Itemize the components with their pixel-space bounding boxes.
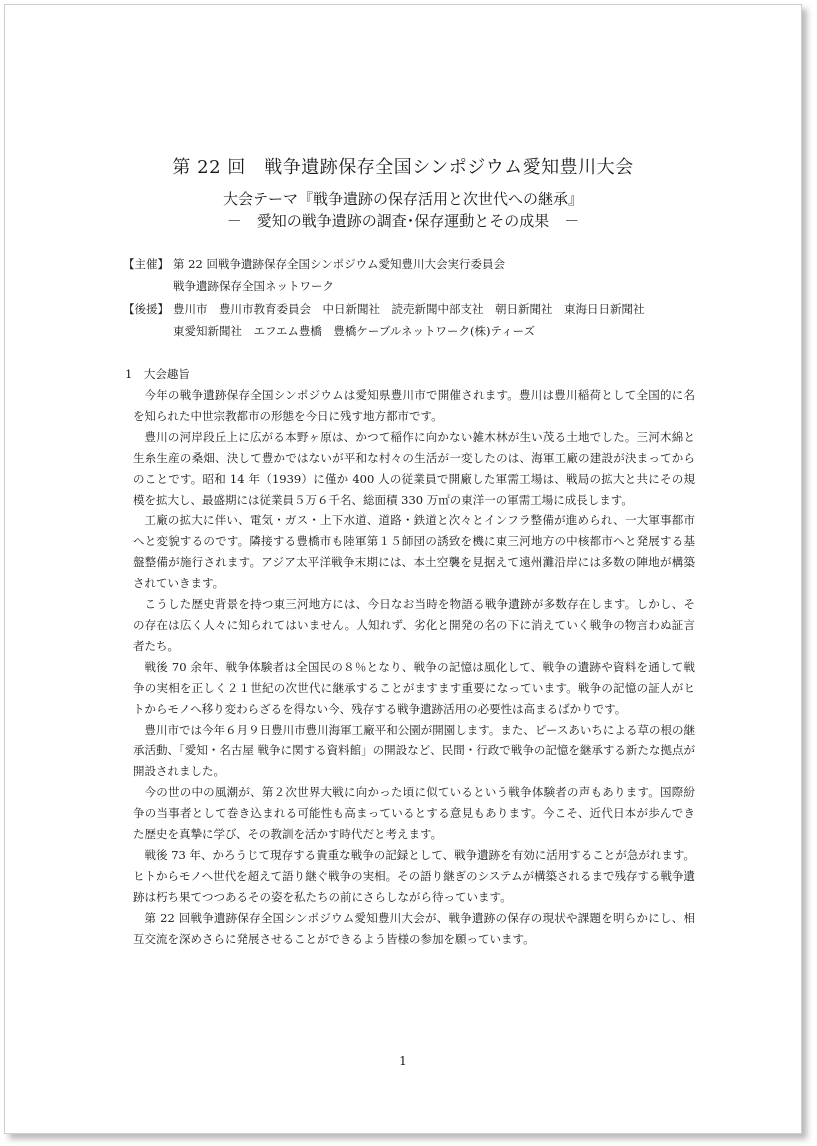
supporter-names-2: 東愛知新聞社 エフエム豊橋 豊橋ケーブルネットワーク(株)ティーズ bbox=[173, 324, 536, 338]
page-number: 1 bbox=[399, 1054, 407, 1068]
paragraph: 豊川市では今年６月９日豊川市豊川海軍工廠平和公園が開園します。また、ピースあいちによる草の根の継承活動、「愛知・名古屋 戦争に関する資料館」の開設など、民間・行政で戦争の記憶を継承する新たな拠点が開設されました。 bbox=[133, 722, 695, 779]
supporter-names-1: 豊川市 豊川市教育委員会 中日新聞社 読売新聞中部支社 朝日新聞社 東海日日新聞社 bbox=[173, 302, 645, 316]
paragraph: 工廠の拡大に伴い、電気・ガス・上下水道、道路・鉄道と次々とインフラ整備が進められ、一大軍事都市へと変貌するのです。隣接する豊橋市も陸軍第１５師団の誘致を機に東三河地方の中核都市へと発展する基盤整備が施行されます。アジア太平洋戦争末期には、本土空襲を見据えて遠州灘沿岸には多数の陣地が構築されていきます。 bbox=[133, 513, 695, 591]
organizer-line-1 bbox=[123, 256, 505, 272]
document-page bbox=[4, 4, 802, 1134]
paragraph: 今の世の中の風潮が、第２次世界大戦に向かった頃に似ているという戦争体験者の声もあります。国際紛争の当事者として巻き込まれる可能性も高まっているとする意見もあります。今こそ、近代日本が歩んできた歴史を真摯に学び、その教訓を活かす時代だと考えます。 bbox=[133, 785, 695, 842]
theme-line: 大会テーマ『戦争遺跡の保存活用と次世代への継承』 bbox=[222, 190, 583, 208]
paragraph: 今年の戦争遺跡保存全国シンポジウムは愛知県豊川市で開催されます。豊川は豊川稲荷として全国的に名を知られた中世宗教都市の形態を今日に残す地方都市です。 bbox=[133, 388, 695, 423]
paragraph: 戦後 73 年、かろうじて現存する貴重な戦争の記録として、戦争遺跡を有効に活用することが急がれます。ヒトからモノへ世代を超えて語り継ぐ戦争の実相。その語り継ぎのシステムが構築されるまで残存する戦争遺跡は朽ち果てつつあるその姿を私たちの前にさらしながら待っています。 bbox=[133, 847, 695, 904]
paragraph: 第 22 回戦争遺跡保存全国シンポジウム愛知豊川大会が、戦争遺跡の保存の現状や課題を明らかにし、相互交流を深めさらに発展させることができるよう皆様の参加を願っています。 bbox=[133, 910, 695, 946]
body-text bbox=[133, 385, 695, 949]
paragraph: こうした歴史背景を持つ東三河地方には、今日なお当時を物語る戦争遺跡が多数存在します。しかし、その存在は広く人々に知られてはいません。人知れず、劣化と開発の名の下に消えていく戦争の物言わぬ証言者たち。 bbox=[133, 597, 695, 653]
supporter-line-2 bbox=[123, 323, 535, 339]
organizer-name-2: 戦争遺跡保存全国ネットワーク bbox=[173, 279, 334, 293]
supporter-line-1 bbox=[123, 301, 645, 317]
section-heading: 1 大会趣旨 bbox=[125, 367, 190, 381]
organizer-line-2 bbox=[123, 278, 334, 294]
theme-subline: － 愛知の戦争遺跡の調査･保存運動とその成果 － bbox=[226, 212, 580, 230]
organizer-label: 【主催】 bbox=[123, 257, 169, 271]
paragraph: 戦後 70 余年、戦争体験者は全国民の８％となり、戦争の記憶は風化して、戦争の遺跡や資料を通して戦争の実相を正しく２１世紀の次世代に継承することがますます重要になっています。戦争の記憶の証人がヒトからモノへ移り変わらざるを得ない今、残存する戦争遺跡活用の必要性は高まるばかりです。 bbox=[133, 659, 695, 716]
document-title: 第 22 回 戦争遺跡保存全国シンポジウム愛知豊川大会 bbox=[172, 157, 634, 178]
supporter-label: 【後援】 bbox=[123, 302, 169, 316]
paragraph: 豊川の河岸段丘上に広がる本野ヶ原は、かつて稲作に向かない雑木林が生い茂る土地でした。三河木綿と生糸生産の桑畑、決して豊かではないが平和な村々の生活が一変したのは、海軍工廠の建設が決まってからのことです。昭和 14 年（1939）に僅か 400 人の従業員で開廠した軍需工場は、戦局の拡大と共にその規模を拡大し、最盛期には従業員５万６千名、総面積 330 万㎡の東洋一の軍需工場に成長します。 bbox=[133, 429, 695, 507]
organizer-name-1: 第 22 回戦争遺跡保存全国シンポジウム愛知豊川大会実行委員会 bbox=[173, 257, 506, 271]
